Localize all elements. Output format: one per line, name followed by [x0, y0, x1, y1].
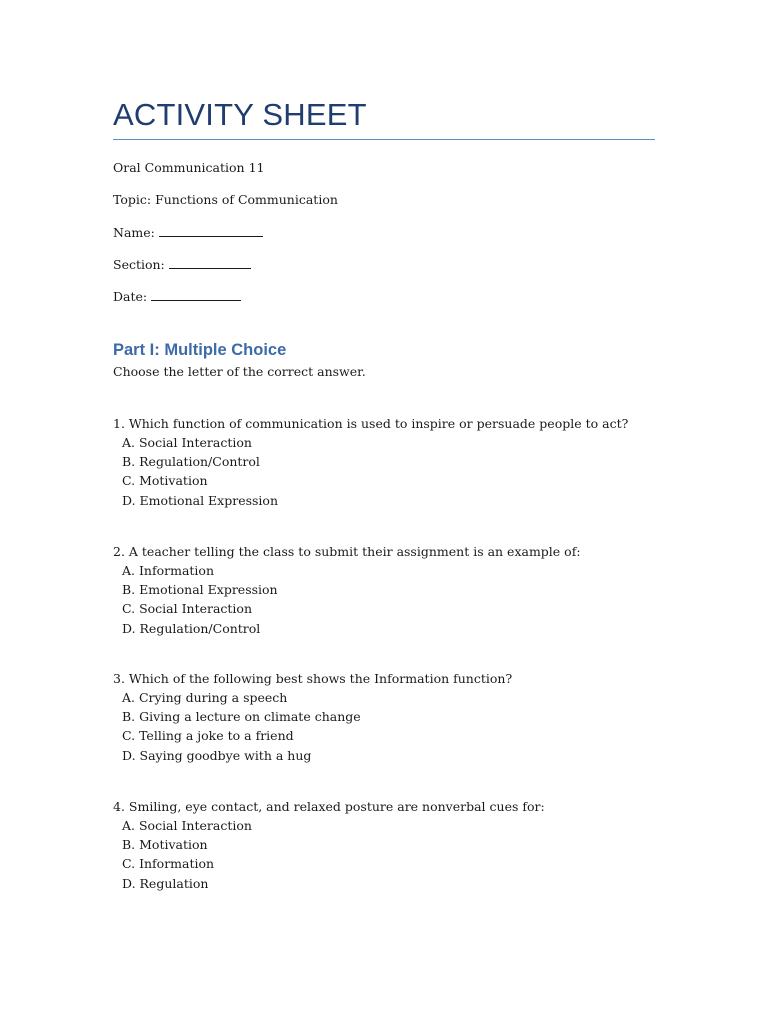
question-2 [113, 542, 673, 638]
option-d: D. Regulation [122, 875, 209, 891]
date-label: Date: [113, 289, 148, 304]
part1-instruction: Choose the letter of the correct answer. [113, 364, 366, 379]
option-b: B. Motivation [122, 837, 208, 853]
date-field-row [113, 288, 241, 305]
option-d: D. Regulation/Control [122, 620, 261, 636]
section-label: Section: [113, 257, 165, 272]
option-b: B. Emotional Expression [122, 582, 278, 598]
option-a: A. Information [122, 563, 214, 578]
option-c: C. Telling a joke to a friend [122, 728, 294, 744]
option-c: C. Information [122, 856, 215, 872]
option-d: D. Emotional Expression [122, 492, 278, 508]
option-b: B. Giving a lecture on climate change [122, 709, 361, 725]
date-blank-line [151, 288, 241, 301]
question-4 [113, 797, 673, 893]
option-a: A. Social Interaction [122, 435, 252, 450]
question-stem: 1. Which function of communication is used to inspire or persuade people to act? [113, 416, 629, 431]
question-3 [113, 669, 673, 765]
option-c: C. Motivation [122, 473, 208, 489]
question-stem: 3. Which of the following best shows the Information function? [113, 671, 513, 686]
option-a: A. Crying during a speech [122, 690, 288, 705]
section-field-row [113, 256, 251, 273]
option-c: C. Social Interaction [122, 601, 253, 617]
subject-line: Oral Communication 11 [113, 160, 265, 175]
option-d: D. Saying goodbye with a hug [122, 747, 312, 763]
page-title: ACTIVITY SHEET [113, 97, 367, 132]
name-blank-line [159, 224, 263, 237]
question-stem: 4. Smiling, eye contact, and relaxed posture are nonverbal cues for: [113, 799, 545, 814]
topic-line: Topic: Functions of Communication [113, 192, 338, 207]
question-stem: 2. A teacher telling the class to submit their assignment is an example of: [113, 544, 581, 559]
name-field-row [113, 224, 263, 241]
option-b: B. Regulation/Control [122, 454, 260, 470]
option-a: A. Social Interaction [122, 818, 252, 833]
name-label: Name: [113, 225, 155, 240]
part1-heading: Part I: Multiple Choice [113, 341, 287, 359]
question-1 [113, 414, 673, 510]
section-blank-line [169, 256, 251, 269]
title-divider [113, 139, 655, 140]
